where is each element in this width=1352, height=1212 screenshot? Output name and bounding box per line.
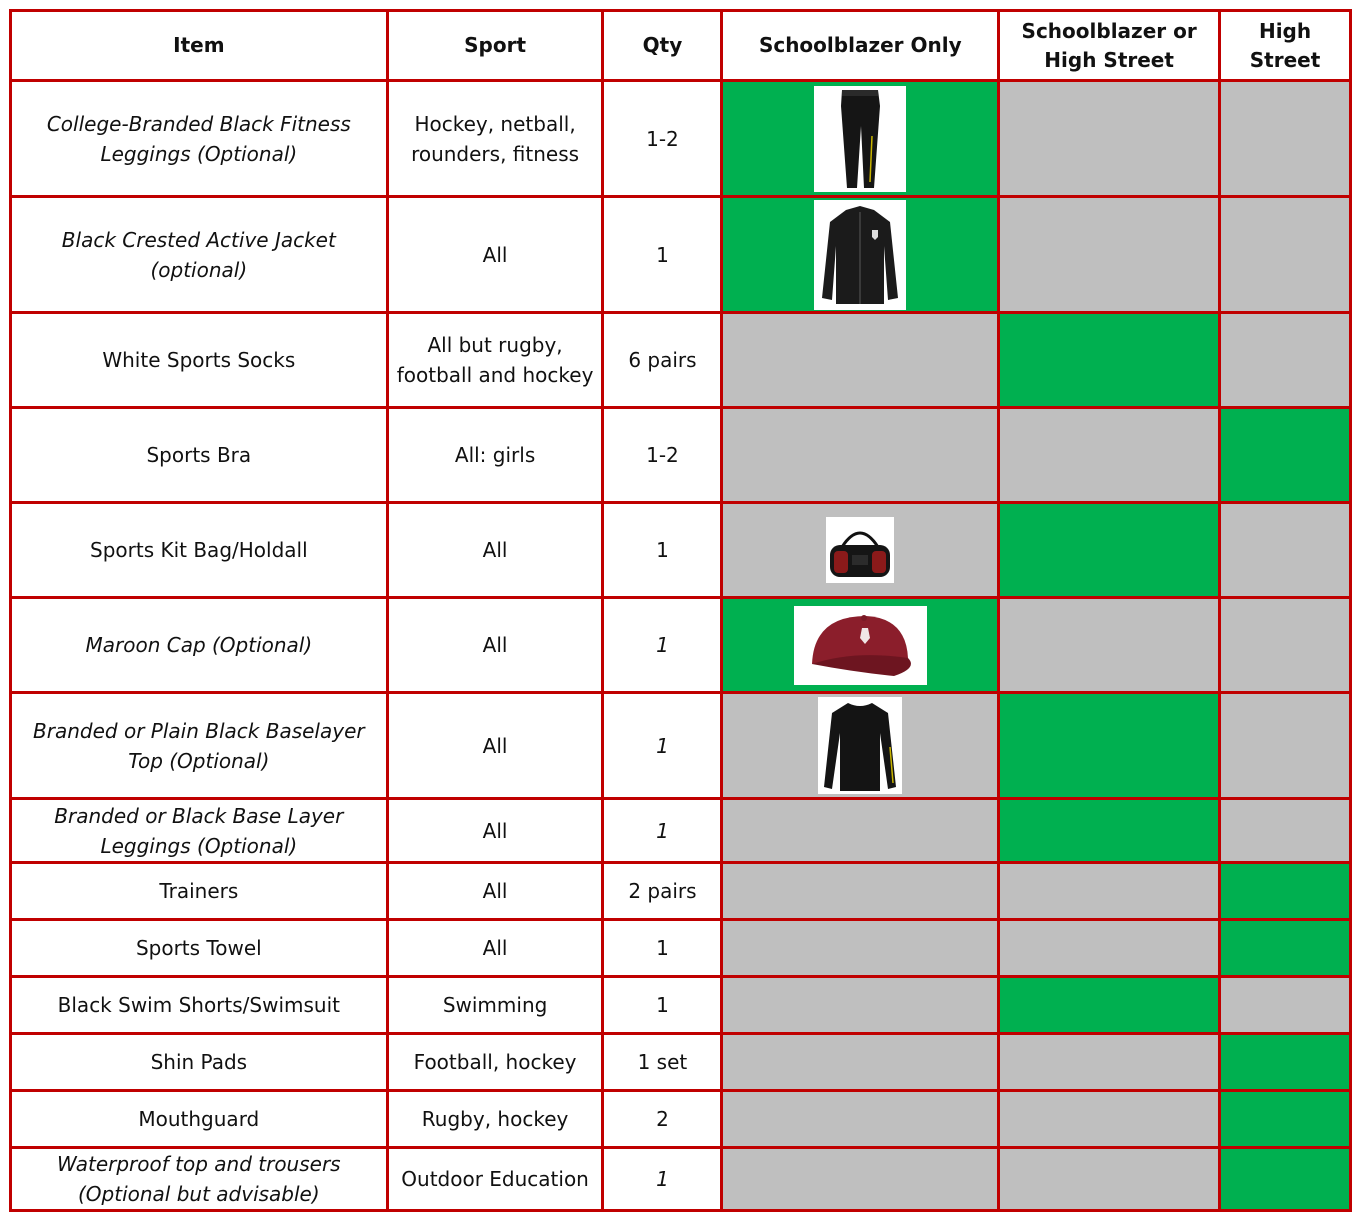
schoolblazer-only-cell xyxy=(722,1148,999,1211)
table-row xyxy=(11,313,1351,408)
qty-cell: 1 xyxy=(603,977,722,1034)
item-cell: Sports Towel xyxy=(11,920,388,977)
item-cell: Branded or Black Base Layer Leggings (Optional) xyxy=(11,799,388,863)
schoolblazer-or-high-street-cell xyxy=(999,799,1220,863)
qty-cell: 2 xyxy=(603,1091,722,1148)
header-schoolblazer-or-high-street: Schoolblazer or High Street xyxy=(999,11,1220,81)
kit-bag-image xyxy=(826,517,894,583)
schoolblazer-or-high-street-cell xyxy=(999,1091,1220,1148)
qty-cell: 1 xyxy=(603,1148,722,1211)
table-row xyxy=(11,693,1351,799)
table-row xyxy=(11,1091,1351,1148)
schoolblazer-only-cell xyxy=(722,81,999,197)
high-street-cell xyxy=(1220,598,1351,693)
sport-cell: Outdoor Education xyxy=(387,1148,603,1211)
qty-cell: 2 pairs xyxy=(603,863,722,920)
item-cell: College-Branded Black Fitness Leggings (Optional) xyxy=(11,81,388,197)
high-street-cell xyxy=(1220,503,1351,598)
high-street-cell xyxy=(1220,799,1351,863)
schoolblazer-or-high-street-cell xyxy=(999,81,1220,197)
header-high-street: High Street xyxy=(1220,11,1351,81)
schoolblazer-only-cell xyxy=(722,799,999,863)
table-row xyxy=(11,863,1351,920)
schoolblazer-only-cell xyxy=(722,313,999,408)
qty-cell: 1 xyxy=(603,920,722,977)
high-street-cell xyxy=(1220,197,1351,313)
item-cell: Sports Kit Bag/Holdall xyxy=(11,503,388,598)
maroon-cap-image xyxy=(794,606,927,685)
sport-cell: All xyxy=(387,693,603,799)
item-cell: Maroon Cap (Optional) xyxy=(11,598,388,693)
table-row xyxy=(11,977,1351,1034)
sport-cell: All xyxy=(387,920,603,977)
schoolblazer-only-cell xyxy=(722,1091,999,1148)
item-cell: Waterproof top and trousers (Optional but advisable) xyxy=(11,1148,388,1211)
high-street-cell xyxy=(1220,81,1351,197)
qty-cell: 1 xyxy=(603,598,722,693)
high-street-cell xyxy=(1220,1034,1351,1091)
schoolblazer-only-cell xyxy=(722,693,999,799)
sport-cell: All xyxy=(387,598,603,693)
schoolblazer-or-high-street-cell xyxy=(999,1034,1220,1091)
schoolblazer-only-cell xyxy=(722,503,999,598)
schoolblazer-or-high-street-cell xyxy=(999,598,1220,693)
schoolblazer-or-high-street-cell xyxy=(999,693,1220,799)
table-row xyxy=(11,1148,1351,1211)
high-street-cell xyxy=(1220,1148,1351,1211)
schoolblazer-or-high-street-cell xyxy=(999,977,1220,1034)
header-qty: Qty xyxy=(603,11,722,81)
high-street-cell xyxy=(1220,1091,1351,1148)
schoolblazer-only-cell xyxy=(722,863,999,920)
schoolblazer-or-high-street-cell xyxy=(999,920,1220,977)
sport-cell: All xyxy=(387,503,603,598)
schoolblazer-or-high-street-cell xyxy=(999,503,1220,598)
schoolblazer-only-cell xyxy=(722,197,999,313)
black-leggings-image xyxy=(814,86,906,192)
header-item: Item xyxy=(11,11,388,81)
baselayer-top-image xyxy=(818,697,902,794)
schoolblazer-or-high-street-cell xyxy=(999,408,1220,503)
table-row xyxy=(11,1034,1351,1091)
sport-cell: All but rugby, football and hockey xyxy=(387,313,603,408)
qty-cell: 1 xyxy=(603,693,722,799)
schoolblazer-or-high-street-cell xyxy=(999,197,1220,313)
table-row xyxy=(11,408,1351,503)
qty-cell: 1-2 xyxy=(603,81,722,197)
item-cell: White Sports Socks xyxy=(11,313,388,408)
sport-cell: Rugby, hockey xyxy=(387,1091,603,1148)
sport-cell: Football, hockey xyxy=(387,1034,603,1091)
high-street-cell xyxy=(1220,977,1351,1034)
item-cell: Trainers xyxy=(11,863,388,920)
high-street-cell xyxy=(1220,863,1351,920)
table-row xyxy=(11,799,1351,863)
table-body xyxy=(11,81,1351,1211)
sport-cell: All: girls xyxy=(387,408,603,503)
schoolblazer-or-high-street-cell xyxy=(999,863,1220,920)
schoolblazer-or-high-street-cell xyxy=(999,1148,1220,1211)
header-sport: Sport xyxy=(387,11,603,81)
high-street-cell xyxy=(1220,408,1351,503)
high-street-cell xyxy=(1220,313,1351,408)
schoolblazer-only-cell xyxy=(722,598,999,693)
table-row xyxy=(11,81,1351,197)
qty-cell: 1 xyxy=(603,799,722,863)
table-row xyxy=(11,503,1351,598)
sport-cell: Swimming xyxy=(387,977,603,1034)
sports-kit-table xyxy=(9,9,1352,1212)
table-row xyxy=(11,598,1351,693)
sport-cell: All xyxy=(387,863,603,920)
schoolblazer-only-cell xyxy=(722,977,999,1034)
item-cell: Mouthguard xyxy=(11,1091,388,1148)
table-row xyxy=(11,920,1351,977)
black-jacket-image xyxy=(814,200,906,310)
item-cell: Sports Bra xyxy=(11,408,388,503)
schoolblazer-only-cell xyxy=(722,408,999,503)
sport-cell: All xyxy=(387,197,603,313)
schoolblazer-or-high-street-cell xyxy=(999,313,1220,408)
qty-cell: 6 pairs xyxy=(603,313,722,408)
table-row xyxy=(11,197,1351,313)
item-cell: Shin Pads xyxy=(11,1034,388,1091)
sport-cell: Hockey, netball, rounders, fitness xyxy=(387,81,603,197)
header-row xyxy=(11,11,1351,81)
item-cell: Branded or Plain Black Baselayer Top (Optional) xyxy=(11,693,388,799)
schoolblazer-only-cell xyxy=(722,920,999,977)
qty-cell: 1 set xyxy=(603,1034,722,1091)
high-street-cell xyxy=(1220,693,1351,799)
schoolblazer-only-cell xyxy=(722,1034,999,1091)
qty-cell: 1 xyxy=(603,197,722,313)
header-schoolblazer-only: Schoolblazer Only xyxy=(722,11,999,81)
item-cell: Black Crested Active Jacket (optional) xyxy=(11,197,388,313)
item-cell: Black Swim Shorts/Swimsuit xyxy=(11,977,388,1034)
qty-cell: 1-2 xyxy=(603,408,722,503)
high-street-cell xyxy=(1220,920,1351,977)
sport-cell: All xyxy=(387,799,603,863)
qty-cell: 1 xyxy=(603,503,722,598)
